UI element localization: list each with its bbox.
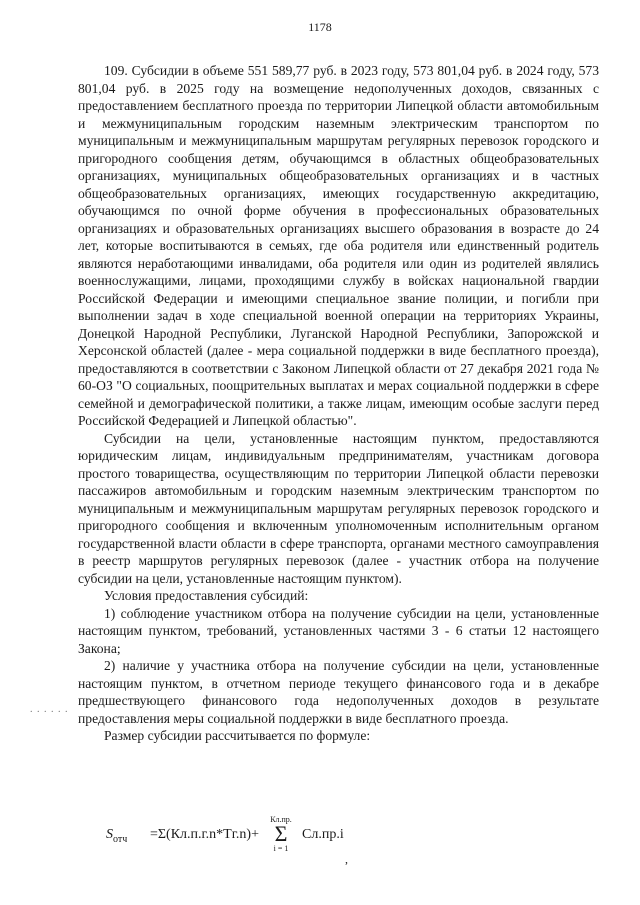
document-body	[78, 62, 599, 745]
summation-upper-limit: Кл.пр.	[270, 815, 292, 824]
paragraph-condition-1: 1) соблюдение участником отбора на получение субсидии на цели, установленные настоящим пунктом, требований, установленных частями 3 - 6 статьи 12 настоящего Закона;	[78, 605, 599, 656]
subsidy-formula	[106, 815, 406, 865]
formula-body: =Σ(Кл.п.г.n*Тг.n)+	[150, 827, 259, 842]
margin-mark: . . . . . .	[30, 704, 69, 715]
formula-summation	[266, 815, 296, 853]
summation-sigma: Σ	[274, 821, 288, 846]
formula-lhs-subscript: отч	[113, 833, 128, 845]
formula-tail: Сл.пр.i	[302, 827, 344, 842]
paragraph-formula-intro: Размер субсидии рассчитывается по формуле:	[104, 728, 371, 743]
trailing-comma: ,	[345, 852, 348, 866]
formula-lhs: $S_{отч}$	[106, 827, 128, 845]
page-number: 1178	[308, 20, 332, 34]
summation-lower-limit: i = 1	[273, 844, 289, 853]
paragraph-condition-2: 2) наличие у участника отбора на получение субсидии на цели, установленные настоящим пунктом, в отчетном периоде текущего финансового года и в декабре предшествующего финансового года недополученных доходов в результате предоставления меры социальной поддержки в виде бесплатного проезда.	[78, 658, 599, 726]
paragraph-conditions-heading: Условия предоставления субсидий:	[104, 588, 309, 603]
paragraph-recipients: Субсидии на цели, установленные настоящим пунктом, предоставляются юридическим лицам, индивидуальным предпринимателям, участникам договора простого товарищества, осуществляющим по территории Липецкой области перевозки пассажиров автомобильным и городским наземным электрическим транспортом по муниципальным и межмуниципальным маршрутам регулярных перевозок городского и пригородного сообщения и включенным уполномоченным исполнительным органом государственной власти области в сфере транспорта, органами местного самоуправления в реестр маршрутов регулярных перевозок (далее - участник отбора на получение субсидии на цели, установленные настоящим пунктом).	[78, 430, 599, 586]
paragraph-109: 109. Субсидии в объеме 551 589,77 руб. в 2023 году, 573 801,04 руб. в 2024 году, 573 801,04 руб. в 2025 году на возмещение недополученных доходов, связанных с предоставлением бесплатного проезда по территории Липецкой области автомобильным и межмуниципальным городским наземным электрическим транспортом по муниципальным и межмуниципальным маршрутам регулярных перевозок городского и пригородного сообщения детям, обучающимся в областных общеобразовательных организациях, муниципальных общеобразовательных организациях и в частных общеобразовательных организациях, имеющих государственную аккредитацию, обучающимся по очной форме обучения в профессиональных образовательных организациях и образовательных организациях высшего образования в возрасте до 24 лет, которые воспитываются в семьях, где оба родителя или единственный родитель являются неработающими инвалидами, оба родителя или один из родителей являлись военнослужащими, лицами, проходящими службу в войсках национальной гвардии Российской Федерации и имеющими специальное звание полиции, и погибли при выполнении задач в ходе специальной военной операции на территориях Украины, Донецкой Народной Республики, Луганской Народной Республики, Запорожской и Херсонской областей (далее - мера социальной поддержки в виде бесплатного проезда), предоставляются в соответствии с Законом Липецкой области от 27 декабря 2021 года № 60-ОЗ "О социальных, поощрительных выплатах и мерах социальной поддержки в сфере семейной и демографической политики, а также лицам, имеющим особые заслуги перед Российской Федерацией и Липецкой областью".	[78, 63, 599, 428]
